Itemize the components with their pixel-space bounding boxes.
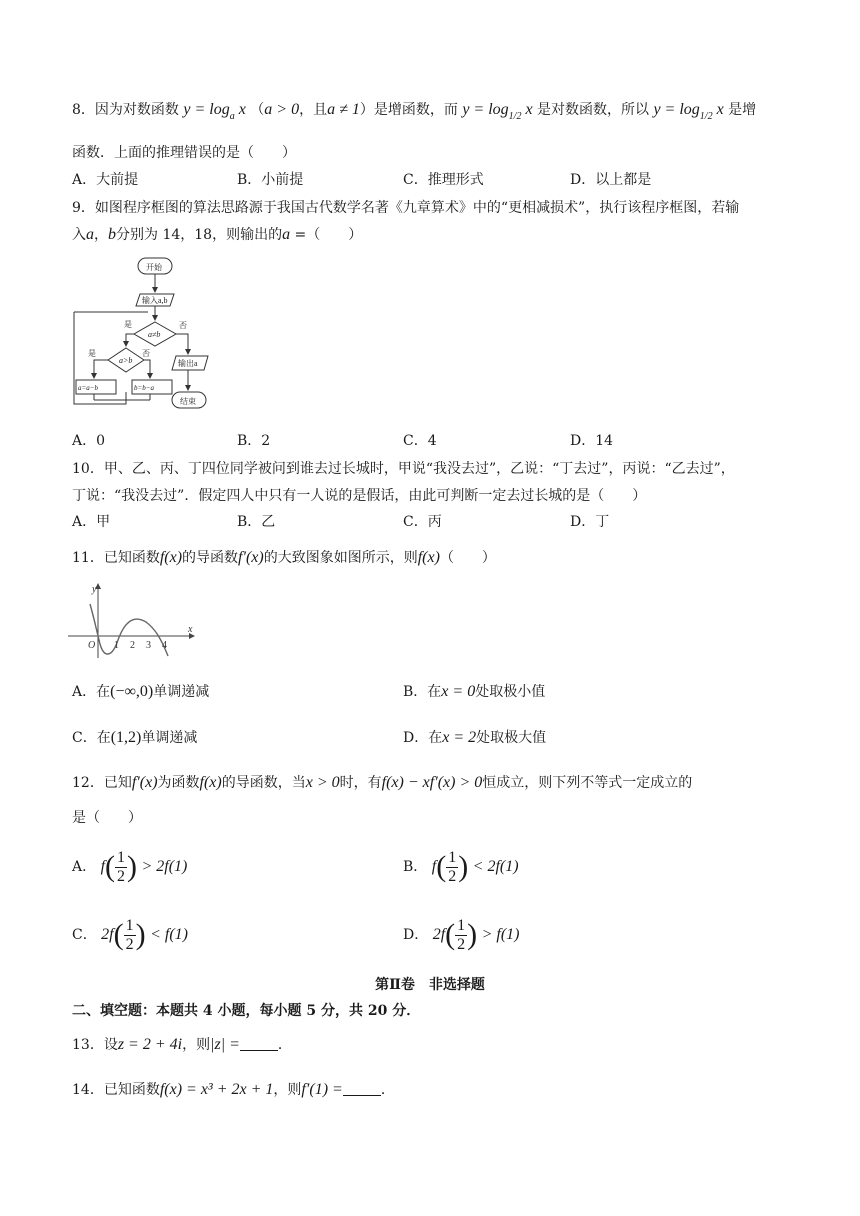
q8-line1: 8．因为对数函数 $y = \log_a x$ （a > 0，且a ≠ 1）是增函数，而 $y = \log_{1/2} x$ 是对数函数，所以 $y = \log_{1/2} x$ 是增 (72, 101, 757, 122)
q11-x-label: x (188, 624, 193, 635)
q8-option-b[interactable]: B．小前提 (237, 172, 304, 188)
flow-yes1-text: 是 (124, 320, 132, 329)
q9-option-d[interactable]: D．14 (570, 433, 614, 449)
flow-input-text: 输入a,b (142, 296, 168, 305)
q12-stem-line2: 是（ ） (72, 810, 142, 826)
q9-line2: 入a，b分别为 14，18，则输出的a =（ ） (72, 226, 363, 243)
q8-option-c[interactable]: C．推理形式 (403, 172, 484, 188)
q13-answer-blank[interactable] (240, 1036, 278, 1051)
q10-option-b[interactable]: B．乙 (237, 514, 276, 530)
flow-cond2-text: a>b (119, 356, 133, 365)
q11-stem: 11．已知函数f(x)的导函数f′(x)的大致图象如图所示，则f(x)（ ） (72, 549, 496, 566)
flow-end-text: 结束 (180, 397, 196, 406)
q8-expr3: $y = \log_{1/2} x$ (653, 101, 724, 122)
q9-option-a[interactable]: A．0 (72, 433, 106, 449)
section2-title: 第Ⅱ卷 非选择题 (375, 977, 485, 993)
q10-option-a[interactable]: A．甲 (72, 514, 111, 530)
q14-answer-blank[interactable] (343, 1081, 381, 1096)
q8-expr2: $y = \log_{1/2} x$ (462, 101, 533, 122)
flow-no2-text: 否 (142, 349, 150, 358)
q9-option-c[interactable]: C．4 (403, 433, 437, 449)
q11-option-b[interactable]: B．在x = 0处取极小值 (403, 683, 546, 700)
q12-option-d[interactable]: D． 2f( $\frac{1}{2}$ ) > f(1) (403, 916, 520, 953)
flow-yes2-text: 是 (88, 349, 96, 358)
q11-tick-2: 2 (130, 640, 135, 651)
q9-line1: 9．如图程序框图的算法思路源于我国古代数学名著《九章算术》中的“更相减损术”，执行该程序框图，若输 (72, 200, 740, 216)
q8-option-d[interactable]: D．以上都是 (570, 172, 652, 188)
q12-option-a[interactable]: A． f( $\frac{1}{2}$ ) > 2f(1) (72, 848, 188, 885)
q10-line1: 10．甲、乙、丙、丁四位同学被问到谁去过长城时，甲说“我没去过”，乙说：“丁去过”，丙说：“乙去过”， (72, 461, 735, 477)
flow-assign2-text: b=b−a (134, 384, 154, 392)
q11-origin-label: O (88, 640, 96, 651)
q9-flowchart (66, 254, 212, 416)
q14: 14．已知函数f(x) = x³ + 2x + 1，则f′(1) = ． (72, 1081, 395, 1098)
q11-curve (90, 604, 168, 656)
q9-option-b[interactable]: B．2 (237, 433, 271, 449)
flow-cond1-text: a≠b (148, 330, 161, 339)
flow-assign1-text: a=a−b (78, 384, 98, 392)
q10-line2: 丁说：“我没去过”．假定四人中只有一人说的是假话，由此可判断一定去过长城的是（ ） (72, 488, 647, 504)
q11-option-d[interactable]: D．在x = 2处取极大值 (403, 729, 547, 746)
q11-derivative-graph (66, 578, 202, 660)
q11-option-c[interactable]: C．在(1,2)单调递减 (72, 729, 198, 746)
q12-stem: 12．已知f′(x)为函数f(x)的导函数，当x > 0时，有f(x) − xf′(x) > 0恒成立，则下列不等式一定成立的 (72, 774, 693, 791)
q12-option-c[interactable]: C． 2f( $\frac{1}{2}$ ) < f(1) (72, 916, 188, 953)
section2-heading: 二、填空题：本题共 4 小题，每小题 5 分，共 20 分． (72, 1003, 421, 1019)
q8-option-a[interactable]: A．大前提 (72, 172, 139, 188)
flow-no1-text: 否 (179, 321, 187, 330)
q8-line2: 函数．上面的推理错误的是（ ） (72, 145, 296, 161)
q11-tick-1: 1 (114, 640, 119, 651)
q12-option-b[interactable]: B． f( $\frac{1}{2}$ ) < 2f(1) (403, 848, 519, 885)
q8-expr1: $y = \log_a x$ (183, 101, 246, 122)
flow-start-text: 开始 (146, 263, 162, 272)
q11-tick-4: 4 (162, 640, 167, 651)
q10-option-d[interactable]: D．丁 (570, 514, 610, 530)
q11-option-a[interactable]: A．在(−∞,0)单调递减 (72, 683, 210, 700)
flow-output-text: 输出a (178, 359, 198, 368)
q11-y-label: y (92, 584, 97, 595)
q10-option-c[interactable]: C．丙 (403, 514, 442, 530)
q11-tick-3: 3 (146, 640, 151, 651)
q13: 13．设z = 2 + 4i，则|z| = ． (72, 1036, 292, 1053)
